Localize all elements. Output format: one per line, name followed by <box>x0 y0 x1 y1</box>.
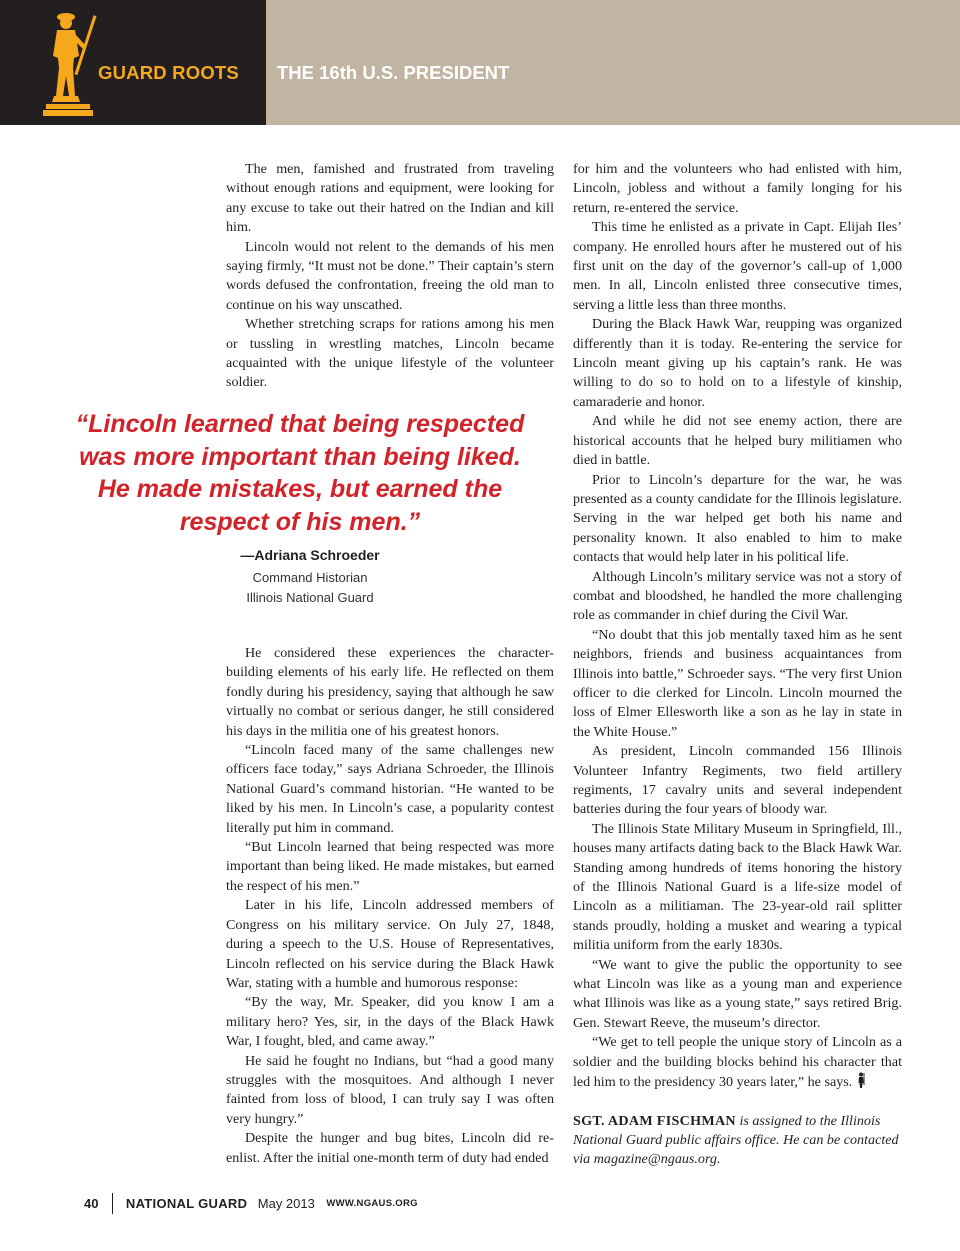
website-link[interactable]: WWW.NGAUS.ORG <box>326 1198 418 1209</box>
paragraph: And while he did not see enemy action, there are historical accounts that he helped bury militiamen who died in battle. <box>573 413 902 469</box>
text-column-right <box>573 160 902 1170</box>
author-name: SGT. ADAM FISCHMAN <box>573 1112 736 1129</box>
paragraph: Prior to Lincoln’s departure for the war, he was presented as a county candidate for the Illinois legislature. Serving in the war helped get both his name and personality known. It also enabled to him to make contacts that would help later in his political life. <box>573 471 902 566</box>
paragraph: As president, Lincoln commanded 156 Illinois Volunteer Infantry Regiments, two field artillery regiments, 17 cavalry units and several independent batteries during the four years of bloody war. <box>573 743 902 818</box>
paragraph: “Lincoln faced many of the same challenges new officers face today,” says Adriana Schroeder, the Illinois National Guard’s command historian. “He wanted to be liked by his men. In Lincoln’s case, a popularity contest literally put him in command. <box>226 742 554 836</box>
pull-quote: “Lincoln learned that being respected was more important than being liked. He made mistakes, but earned the respect of his men.” <box>75 410 525 536</box>
pull-quote-role <box>200 568 420 607</box>
paragraph: He said he fought no Indians, but “had a good many struggles with the mosquitoes. And although I never fainted from loss of blood, I can truly say I was often very hungry.” <box>226 1052 554 1127</box>
paragraph-last <box>573 1033 902 1092</box>
author-bio-text: is assigned to the Illinois National Guard public affairs office. He can be contacted via magazine@ngaus.org. <box>573 1112 899 1168</box>
paragraph: Lincoln would not relent to the demands of his men saying firmly, “It must not be done.” Their captain’s stern words defused the confrontation, freeing the old man to continue on his way unscathed. <box>226 238 554 313</box>
paragraph: “By the way, Mr. Speaker, did you know I am a military hero? Yes, sir, in the days of the Black Hawk War, I fought, bled, and came away.” <box>226 994 554 1050</box>
pull-quote-role-title: Command Historian <box>252 570 368 585</box>
paragraph: Later in his life, Lincoln addressed members of Congress on his military service. On July 27, 1848, during a speech to the U.S. House of Representatives, Lincoln reflected on his service during the Black Hawk War, stating with a humble and humorous response: <box>226 897 554 991</box>
paragraph: The men, famished and frustrated from traveling without enough rations and equipment, were looking for any excuse to take out their hatred on the Indian and kill him. <box>226 161 554 236</box>
issue-date: May 2013 <box>257 1196 315 1211</box>
paragraph: The Illinois State Military Museum in Springfield, Ill., houses many artifacts dating back to the Black Hawk War. Standing among hundreds of items honoring the history of the Illinois National Guard is a life-size model of Lincoln as a militiaman. The 23-year-old rail splitter stands proudly, holding a musket and wearing a typical militia uniform from the early 1830s. <box>573 820 902 954</box>
page-header <box>0 0 960 125</box>
paragraph-continued: for him and the volunteers who had enlisted with him, Lincoln, jobless and without a family longing for his return, re-entered the service. <box>573 161 902 216</box>
paragraph: Whether stretching scraps for rations among his men or tussling in wrestling matches, Lincoln became acquainted with the unique lifestyle of the volunteer soldier. <box>226 316 554 391</box>
pull-quote-author: —Adriana Schroeder <box>240 547 380 563</box>
paragraph: “No doubt that this job mentally taxed him as he sent neighbors, friends and business acquaintances from Illinois into battle,” Schroeder says. “The very first Union officer to die clerked for Lincoln. Lincoln mourned the loss of Elmer Ellesworth like a son as he lay in state in the White House.” <box>573 626 902 740</box>
paragraph: “We want to give the public the opportunity to see what Lincoln was like as a young man and experience what Illinois was like as a young state,” says retired Brig. Gen. Stewart Reeve, the museum’s director. <box>573 956 902 1031</box>
last-paragraph-text: “We get to tell people the unique story of Lincoln as a soldier and the building blocks behind his character that led him to the presidency 30 years later,” he says. <box>573 1034 902 1091</box>
paragraph: Despite the hunger and bug bites, Lincoln did re-enlist. After the initial one-month term of duty had ended <box>226 1130 554 1166</box>
paragraph: This time he enlisted as a private in Capt. Elijah Iles’ company. He enrolled hours after he mustered out of his first unit on the day of the governor’s call-up of 1,000 men. In all, Lincoln enlisted three consecutive times, serving a little less than three months. <box>573 219 902 313</box>
minuteman-end-mark-icon <box>857 1072 865 1089</box>
text-column-left-bottom <box>226 644 554 1168</box>
paragraph: Although Lincoln’s military service was not a story of combat and bloodshed, he handled the more challenging role as commander in chief during the Civil War. <box>573 568 902 624</box>
paragraph: During the Black Hawk War, reupping was organized differently than it is today. Re-entering the service for Lincoln meant giving up his captain’s rank. He was willing to do so to hold on to a lifestyle of kinship, camaraderie and honor. <box>573 316 902 410</box>
author-bio <box>573 1112 902 1170</box>
paragraph: “But Lincoln learned that being respected was more important than being liked. He made mistakes, but earned the respect of his men.” <box>226 839 554 894</box>
text-column-left-top <box>226 160 554 393</box>
minuteman-icon <box>40 8 104 118</box>
paragraph: He considered these experiences the character-building elements of his early life. He reflected on them fondly during his presidency, saying that although he saw virtually no combat or serious danger, he still considered his days in the militia one of his greatest honors. <box>226 645 554 739</box>
page-footer <box>84 1193 418 1215</box>
section-title: THE 16th U.S. PRESIDENT <box>277 62 510 83</box>
magazine-name: NATIONAL GUARD <box>125 1196 248 1211</box>
footer-divider <box>112 1193 114 1214</box>
page-number: 40 <box>84 1196 99 1211</box>
section-label: GUARD ROOTS <box>98 62 239 83</box>
pull-quote-role-org: Illinois National Guard <box>246 589 374 605</box>
